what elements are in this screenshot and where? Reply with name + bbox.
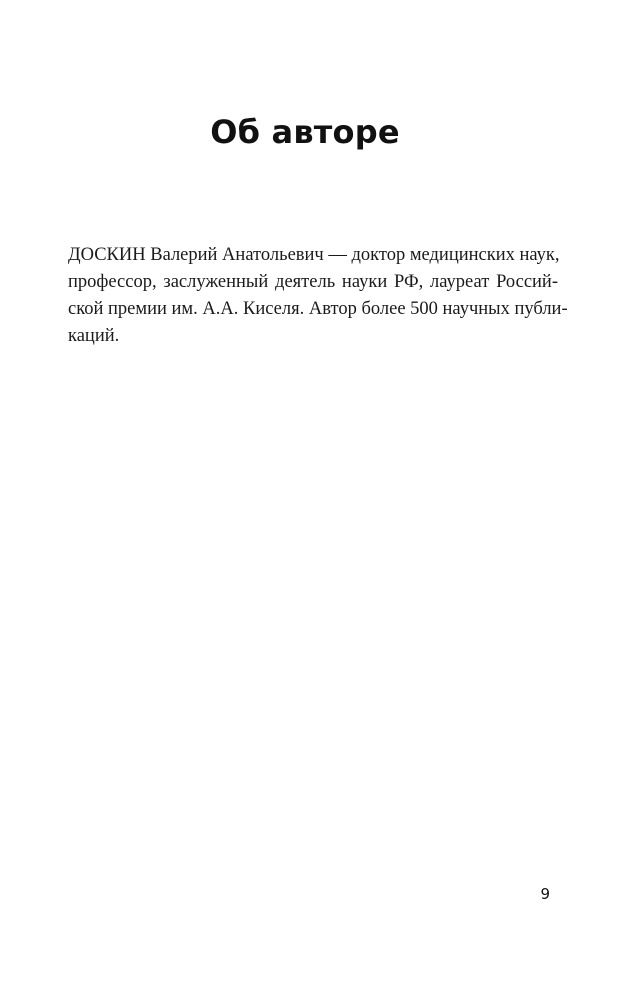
- bio-line: ДОСКИН Валерий Анатольевич — доктор медицинских наук,: [68, 245, 560, 265]
- author-bio-paragraph: [68, 242, 568, 350]
- page-number: 9: [540, 885, 550, 903]
- bio-line: каций.: [68, 326, 120, 346]
- bio-line: профессор, заслуженный деятель науки РФ, лауреат Россий-: [68, 272, 558, 292]
- bio-line: ской премии им. А.А. Киселя. Автор более 500 научных публи-: [68, 299, 568, 319]
- section-title: Об авторе: [210, 113, 400, 151]
